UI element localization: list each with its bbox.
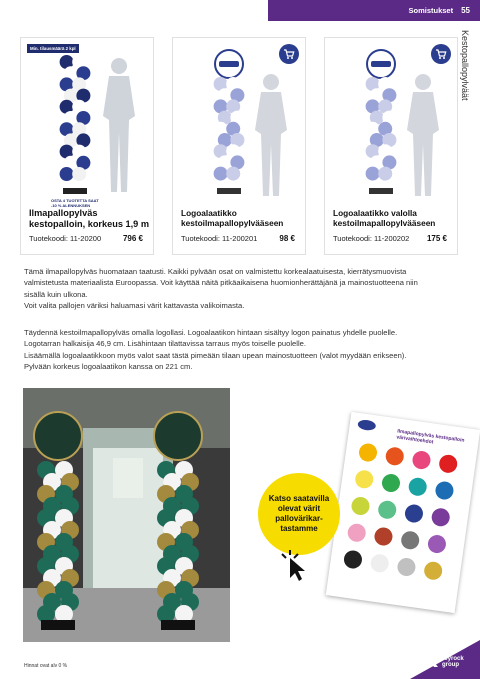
color-swatch bbox=[358, 442, 378, 462]
side-tab-label: Kestopallopylväät bbox=[460, 30, 470, 101]
balloon bbox=[378, 167, 392, 181]
text-line: Logotarran halkaisija 46,9 cm. Lisähintaan tilattavissa tarraus myös toiselle puolelle. bbox=[24, 339, 306, 349]
text-line: Pylvään korkeus logoalaatikon kanssa on 221 cm. bbox=[24, 361, 193, 371]
description-paragraph-1 bbox=[24, 266, 454, 311]
logo-line-2: group bbox=[442, 662, 459, 668]
color-swatch bbox=[347, 523, 367, 543]
color-swatch bbox=[385, 446, 405, 466]
logo-line-1: toyrock bbox=[442, 656, 464, 662]
color-swatch bbox=[427, 534, 447, 554]
balloon bbox=[60, 167, 74, 181]
color-swatch bbox=[381, 473, 401, 493]
balloon bbox=[72, 167, 86, 181]
description-paragraph-2 bbox=[24, 327, 454, 372]
color-swatch bbox=[350, 496, 370, 516]
product-card-1[interactable] bbox=[20, 37, 154, 255]
balloon-columns-photo bbox=[23, 388, 230, 642]
color-swatch bbox=[370, 553, 390, 573]
cart-icon[interactable] bbox=[279, 44, 299, 64]
callout-text: Katso saatavilla olevat värit pallovärikar-tastamme bbox=[268, 494, 330, 533]
store-entrance-photo bbox=[23, 388, 230, 642]
logo-box-column-image bbox=[179, 44, 299, 204]
balloon-column-image bbox=[27, 44, 147, 204]
balloon bbox=[366, 167, 380, 181]
color-swatch bbox=[434, 480, 454, 500]
product-code: Tuotekoodi: 11-20200 bbox=[29, 234, 102, 243]
balloon bbox=[226, 167, 240, 181]
color-swatch bbox=[423, 561, 443, 581]
color-swatches bbox=[326, 412, 480, 613]
product-code: Tuotekoodi: 11-200202 bbox=[333, 234, 410, 243]
text-line: Täydennä kestoilmapallopylväs omalla logollasi. Logoalaatikon hintaan sisältyy logon painatus yhdelle puolelle. bbox=[24, 328, 398, 337]
cart-icon[interactable] bbox=[431, 44, 451, 64]
text-line: Voit valita pallojen väriksi haluamasi värit kattavasta valikoimasta. bbox=[24, 300, 245, 310]
product-card-2[interactable] bbox=[172, 37, 306, 255]
color-swatch bbox=[354, 469, 374, 489]
min-order-badge: Min. tilausmäärä 2 kpl bbox=[27, 44, 79, 53]
logo-box bbox=[34, 412, 82, 460]
color-chart-callout bbox=[258, 473, 340, 555]
logo-box bbox=[154, 412, 202, 460]
company-logo bbox=[425, 656, 464, 668]
text-line: sisällä kuin ulkona. bbox=[24, 289, 88, 299]
product-name: Logoalaatikko kestoilmapallopylvääseen bbox=[181, 208, 284, 228]
price-footnote: Hinnat ovat alv 0 % bbox=[24, 663, 68, 669]
product-card-3[interactable] bbox=[324, 37, 458, 255]
page-number: 55 bbox=[461, 6, 470, 15]
color-chart[interactable] bbox=[326, 412, 480, 613]
lit-logo-box-column-image bbox=[331, 44, 451, 204]
color-swatch bbox=[408, 477, 428, 497]
section-title: Somistukset bbox=[408, 6, 454, 15]
color-swatch bbox=[404, 503, 424, 523]
toyrock-logo-icon bbox=[425, 656, 439, 668]
product-name: Ilmapallopylväs kestopalloin, korkeus 1,9 m bbox=[29, 208, 149, 229]
color-swatch bbox=[431, 507, 451, 527]
product-price: 796 € bbox=[122, 234, 143, 243]
color-chart-title: Ilmapallopylväs kestopalloin värivaihtoehdot bbox=[395, 428, 465, 446]
cursor-pointer-icon bbox=[276, 548, 312, 582]
color-swatch bbox=[396, 557, 416, 577]
color-swatch bbox=[373, 526, 393, 546]
discount-note: OSTA 4 TUOTETTA SAAT -10 % ALENNUKSEN bbox=[51, 198, 99, 208]
color-swatch bbox=[411, 450, 431, 470]
product-name: Logoalaatikko valolla kestoilmapallopylvääseen bbox=[333, 208, 436, 228]
color-swatch bbox=[377, 500, 397, 520]
section-header bbox=[268, 0, 480, 21]
balloon bbox=[214, 167, 228, 181]
text-line: Tämä ilmapallopylväs huomataan taatusti. Kaikki pylvään osat on valmistettu korkealaatuisesta, kierrätysmuovista bbox=[24, 267, 407, 276]
color-swatch bbox=[343, 549, 363, 569]
product-code: Tuotekoodi: 11-200201 bbox=[181, 234, 258, 243]
color-swatch bbox=[438, 454, 458, 474]
color-swatch bbox=[400, 530, 420, 550]
text-line: valmistetusta materiaalista Euroopassa. Voit käyttää näitä pitkäaikaisena huomionherättäjänä ja mainostuotteena niin bbox=[24, 278, 418, 288]
product-price: 175 € bbox=[426, 234, 447, 243]
side-tab bbox=[455, 30, 475, 170]
product-price: 98 € bbox=[279, 234, 295, 243]
text-line: Lisäämällä logoalaatikkoon myös valot saat tästä pimeään tilaan upean mainostuotteen (valot myydään erikseen). bbox=[24, 350, 407, 360]
